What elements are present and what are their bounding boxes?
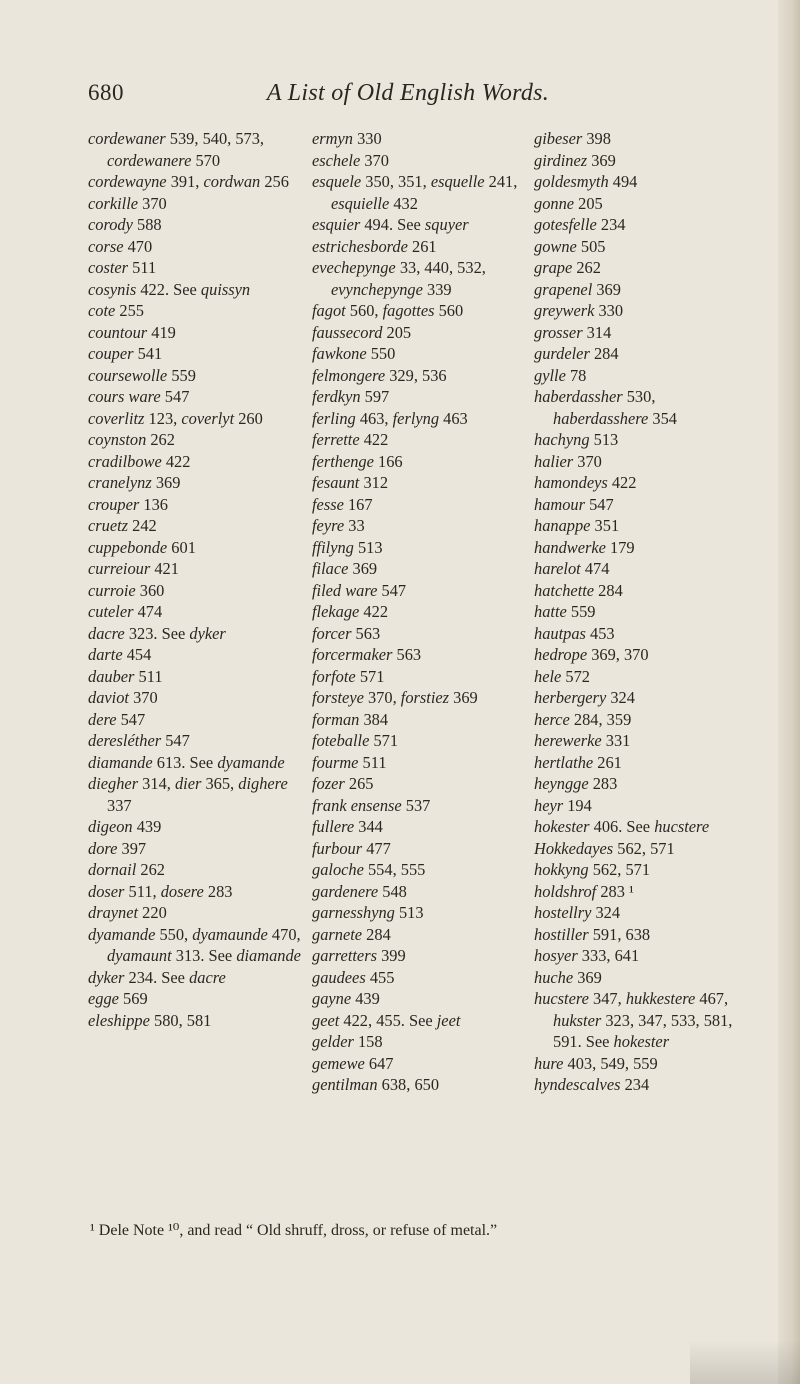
word-entry: dyker 234. See dacre — [88, 967, 226, 987]
word-entry: hertlathe 261 — [534, 752, 622, 772]
word-entry: huche 369 — [534, 967, 602, 987]
word-entry: forfote 571 — [312, 666, 385, 686]
word-entry: gylle 78 — [534, 365, 587, 385]
word-entry: dyamande 550, dyamaunde 470, dyamaunt 313. See diamande — [88, 924, 301, 965]
word-entry: deresléther 547 — [88, 731, 190, 750]
word-column-2 — [312, 128, 524, 1218]
word-entry: digeon 439 — [88, 817, 162, 836]
word-entry: hure 403, 549, 559 — [534, 1053, 658, 1073]
word-entry: furbour 477 — [312, 838, 391, 858]
word-entry: crouper 136 — [88, 494, 168, 514]
word-entry: curroie 360 — [88, 580, 165, 600]
word-entry: dere 547 — [88, 709, 146, 729]
word-entry: hokkyng 562, 571 — [534, 860, 651, 879]
word-entry: forcer 563 — [312, 623, 381, 643]
word-entry: heyr 194 — [534, 795, 592, 815]
word-entry: cuteler 474 — [88, 602, 163, 621]
word-entry: fagot 560, fagottes 560 — [312, 301, 464, 320]
word-entry: forman 384 — [312, 709, 389, 729]
word-entry: filace 369 — [312, 559, 378, 578]
word-entry: curreiour 421 — [88, 559, 179, 578]
word-entry: hamour 547 — [534, 494, 614, 514]
word-entry: doser 511, dosere 283 — [88, 881, 233, 901]
word-entry: grape 262 — [534, 258, 601, 277]
word-entry: fullere 344 — [312, 817, 383, 836]
word-entry: feyre 33 — [312, 516, 365, 535]
word-entry: darte 454 — [88, 645, 152, 664]
page-edge — [778, 0, 800, 1384]
word-column-1 — [88, 128, 302, 1218]
word-entry: cuppebonde 601 — [88, 537, 196, 557]
word-entry: hostiller 591, 638 — [534, 924, 651, 944]
word-entry: hamondeys 422 — [534, 473, 637, 492]
word-entry: hautpas 453 — [534, 623, 615, 643]
word-entry: gonne 205 — [534, 193, 603, 213]
word-entry: egge 569 — [88, 989, 148, 1008]
word-entry: hokester 406. See hucstere — [534, 817, 710, 836]
word-entry: cruetz 242 — [88, 516, 157, 535]
word-entry: galoche 554, 555 — [312, 860, 426, 879]
word-entry: grapenel 369 — [534, 279, 621, 299]
word-entry: eleshippe 580, 581 — [88, 1010, 212, 1030]
word-entry: coverlitz 123, coverlyt 260 — [88, 408, 263, 428]
word-entry: hostellry 324 — [534, 903, 621, 922]
word-entry: goldesmyth 494 — [534, 172, 638, 191]
word-entry: halier 370 — [534, 451, 602, 471]
word-entry: hanappe 351 — [534, 516, 620, 535]
word-entry: dore 397 — [88, 838, 147, 858]
word-entry: hedrope 369, 370 — [534, 645, 649, 664]
word-entry: Hokkedayes 562, 571 — [534, 838, 675, 858]
word-entry: cranelynz 369 — [88, 473, 181, 492]
word-entry: coynston 262 — [88, 430, 175, 449]
word-entry: cote 255 — [88, 301, 144, 320]
word-entry: dornail 262 — [88, 860, 165, 879]
word-entry: gelder 158 — [312, 1032, 383, 1051]
word-entry: hosyer 333, 641 — [534, 946, 640, 965]
word-entry: esquier 494. See squyer — [312, 215, 469, 234]
word-entry: evechepynge 33, 440, 532, evynchepynge 339 — [312, 258, 486, 299]
word-entry: girdinez 369 — [534, 150, 616, 170]
word-entry: holdshrof 283 ¹ — [534, 881, 634, 901]
word-entry: cosynis 422. See quissyn — [88, 279, 251, 299]
page-number: 680 — [88, 80, 124, 105]
word-entry: haberdassher 530, haberdasshere 354 — [534, 387, 677, 428]
word-entry: coursewolle 559 — [88, 365, 196, 385]
word-entry: estrichesborde 261 — [312, 236, 437, 256]
word-entry: gurdeler 284 — [534, 344, 619, 363]
word-entry: gardenere 548 — [312, 881, 407, 901]
word-entry: geet 422, 455. See jeet — [312, 1010, 461, 1030]
word-entry: ferling 463, ferlyng 463 — [312, 408, 468, 428]
word-entry: garnesshyng 513 — [312, 903, 424, 922]
word-entry: corse 470 — [88, 236, 153, 256]
word-entry: couper 541 — [88, 344, 163, 363]
word-entry: harelot 474 — [534, 559, 610, 578]
word-entry: forsteye 370, forstiez 369 — [312, 688, 478, 707]
word-entry: hatte 559 — [534, 602, 596, 621]
word-entry: foteballe 571 — [312, 731, 399, 750]
word-entry: garnete 284 — [312, 924, 391, 944]
word-entry: forcermaker 563 — [312, 645, 422, 664]
word-entry: cours ware 547 — [88, 387, 190, 406]
word-entry: grosser 314 — [534, 322, 612, 342]
word-entry: dacre 323. See dyker — [88, 623, 226, 643]
word-entry: dauber 511 — [88, 666, 163, 686]
word-entry: cordewaner 539, 540, 573, cordewanere 570 — [88, 129, 265, 170]
word-entry: esquele 350, 351, esquelle 241, esquielle 432 — [312, 172, 518, 213]
word-entry: corody 588 — [88, 215, 162, 234]
word-entry: faussecord 205 — [312, 322, 412, 342]
word-entry: gemewe 647 — [312, 1053, 394, 1073]
word-entry: heyngge 283 — [534, 774, 618, 793]
scan-shadow — [690, 1340, 800, 1384]
word-entry: handwerke 179 — [534, 537, 635, 557]
word-entry: gaudees 455 — [312, 967, 395, 987]
word-entry: fourme 511 — [312, 752, 387, 772]
word-entry: gentilman 638, 650 — [312, 1075, 440, 1094]
word-entry: ferthenge 166 — [312, 451, 403, 471]
word-entry: fesaunt 312 — [312, 473, 389, 492]
word-entry: filed ware 547 — [312, 580, 407, 600]
word-list — [88, 128, 736, 1218]
word-entry: ferdkyn 597 — [312, 387, 390, 406]
word-entry: hele 572 — [534, 666, 590, 686]
word-entry: garretters 399 — [312, 946, 406, 965]
word-entry: diegher 314, dier 365, dighere 337 — [88, 774, 288, 815]
word-entry: felmongere 329, 536 — [312, 365, 447, 385]
word-entry: cradilbowe 422 — [88, 451, 191, 471]
word-entry: gayne 439 — [312, 989, 380, 1008]
page-header — [88, 80, 728, 116]
word-entry: coster 511 — [88, 258, 157, 277]
word-entry: hatchette 284 — [534, 580, 623, 600]
word-entry: herce 284, 359 — [534, 709, 632, 729]
word-entry: herewerke 331 — [534, 731, 631, 750]
word-column-3 — [534, 128, 742, 1218]
word-entry: hachyng 513 — [534, 430, 619, 449]
footnote: ¹ Dele Note ¹⁰, and read “ Old shruff, dross, or refuse of metal.” — [90, 1222, 498, 1239]
word-entry: flekage 422 — [312, 602, 389, 621]
word-entry: ermyn 330 — [312, 129, 382, 148]
word-entry: frank ensense 537 — [312, 795, 431, 815]
word-entry: eschele 370 — [312, 150, 389, 170]
word-entry: draynet 220 — [88, 903, 167, 922]
word-entry: daviot 370 — [88, 688, 158, 707]
running-title: A List of Old English Words. — [266, 80, 550, 106]
word-entry: herbergery 324 — [534, 688, 635, 707]
word-entry: corkille 370 — [88, 193, 167, 213]
word-entry: cordewayne 391, cordwan 256 — [88, 172, 289, 191]
word-entry: ferrette 422 — [312, 430, 389, 449]
word-entry: ffilyng 513 — [312, 537, 383, 557]
word-entry: fawkone 550 — [312, 344, 396, 363]
word-entry: hucstere 347, hukkestere 467, hukster 323, 347, 533, 581, 591. See hokester — [534, 989, 733, 1051]
word-entry: greywerk 330 — [534, 301, 624, 320]
word-entry: gotesfelle 234 — [534, 215, 626, 234]
word-entry: gowne 505 — [534, 236, 606, 256]
word-entry: diamande 613. See dyamande — [88, 752, 285, 772]
word-entry: countour 419 — [88, 322, 176, 342]
word-entry: fozer 265 — [312, 774, 374, 793]
word-entry: fesse 167 — [312, 494, 373, 514]
word-entry: hyndescalves 234 — [534, 1075, 650, 1094]
word-entry: gibeser 398 — [534, 129, 611, 148]
